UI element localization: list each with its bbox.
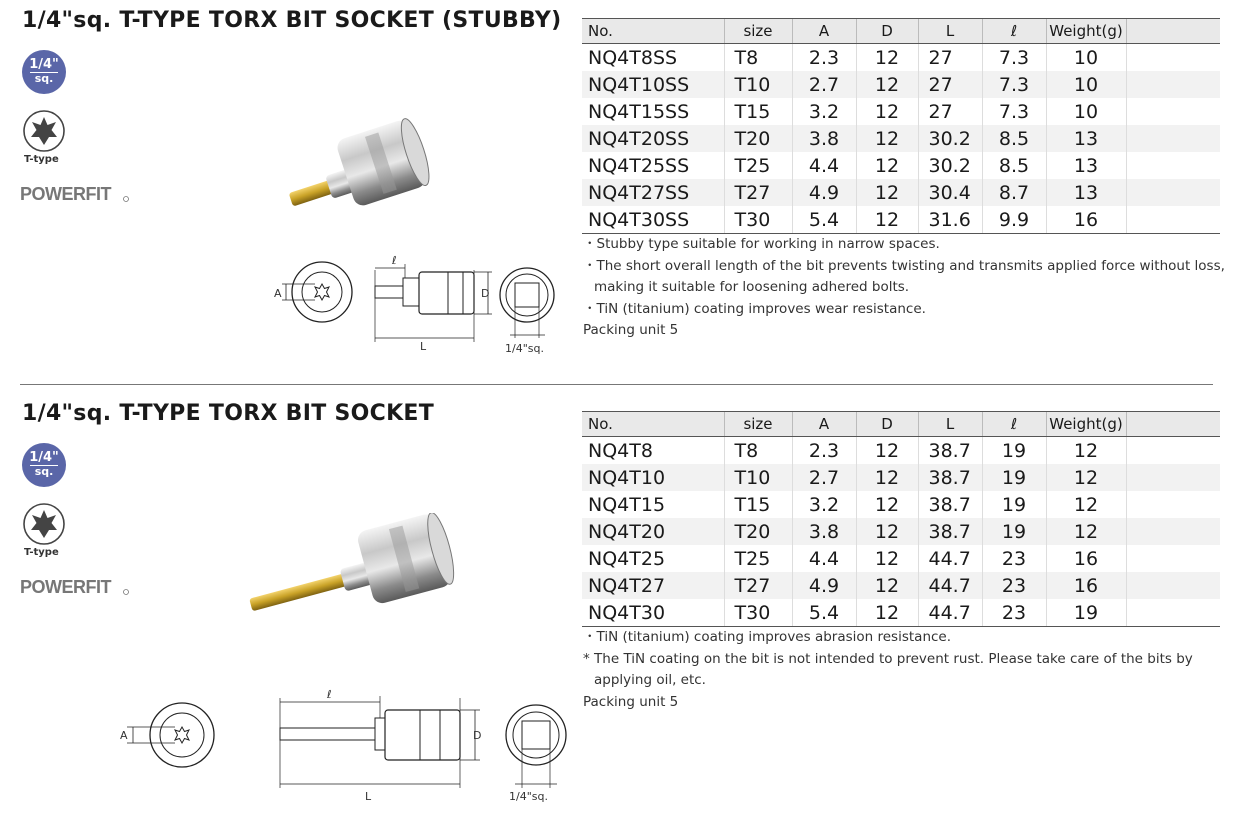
table-row: NQ4T8 T8 2.3 12 38.7 19 12 (582, 437, 1220, 465)
table-row: NQ4T10 T10 2.7 12 38.7 19 12 (582, 464, 1220, 491)
table-row: NQ4T25 T25 4.4 12 44.7 23 16 (582, 545, 1220, 572)
column-header: Weight(g) (1046, 19, 1126, 44)
column-header: A (792, 19, 856, 44)
column-header: size (724, 412, 792, 437)
table-header-row (582, 412, 1220, 437)
table-row: NQ4T20 T20 3.8 12 38.7 19 12 (582, 518, 1220, 545)
table-row: NQ4T20SS T20 3.8 12 30.2 8.5 13 (582, 125, 1220, 152)
table-row: NQ4T8SS T8 2.3 12 27 7.3 10 (582, 44, 1220, 72)
table-row: NQ4T15 T15 3.2 12 38.7 19 12 (582, 491, 1220, 518)
dimension-drawing (270, 250, 570, 360)
product-section-standard (0, 393, 1243, 813)
note-line: ・Stubby type suitable for working in narrow spaces. (583, 236, 940, 252)
powerfit-logo (20, 573, 130, 597)
column-header: Weight(g) (1046, 412, 1126, 437)
column-header: size (724, 19, 792, 44)
svg-text:A: A (120, 729, 128, 742)
type-label: T-type (24, 547, 59, 558)
note-line: ・The short overall length of the bit prevents twisting and transmits applied force without loss, (583, 257, 1225, 274)
column-header: L (918, 19, 982, 44)
column-header: D (856, 412, 918, 437)
section-title: 1/4"sq. T-TYPE TORX BIT SOCKET (22, 401, 435, 426)
svg-text:ℓ: ℓ (392, 254, 397, 267)
table-row: NQ4T15SS T15 3.2 12 27 7.3 10 (582, 98, 1220, 125)
column-header: A (792, 412, 856, 437)
dimension-drawing (115, 688, 575, 813)
column-header: No. (582, 412, 724, 437)
product-photo (270, 110, 440, 220)
svg-text:1/4"sq.: 1/4"sq. (509, 790, 548, 803)
svg-text:L: L (420, 340, 427, 353)
note-line: ・TiN (titanium) coating improves abrasion resistance. (583, 629, 952, 645)
svg-text:D: D (473, 729, 482, 742)
svg-text:1/4"sq.: 1/4"sq. (505, 342, 544, 355)
svg-text:ℓ: ℓ (327, 688, 332, 701)
table-row: NQ4T25SS T25 4.4 12 30.2 8.5 13 (582, 152, 1220, 179)
table-row: NQ4T10SS T10 2.7 12 27 7.3 10 (582, 71, 1220, 98)
column-header: No. (582, 19, 724, 44)
column-header: ℓ (982, 19, 1046, 44)
table-row: NQ4T27 T27 4.9 12 44.7 23 16 (582, 572, 1220, 599)
svg-text:POWERFIT: POWERFIT (20, 577, 111, 597)
note-line: ・TiN (titanium) coating improves wear resistance. (583, 300, 926, 317)
torx-star-icon (22, 109, 66, 153)
column-header: L (918, 412, 982, 437)
column-header: D (856, 19, 918, 44)
note-line: applying oil, etc. (594, 672, 706, 688)
svg-text:L: L (365, 790, 372, 803)
packing-unit: Packing unit 5 (583, 693, 679, 710)
table-row: NQ4T27SS T27 4.9 12 30.4 8.7 13 (582, 179, 1220, 206)
spec-table (582, 18, 1220, 234)
note-line: * The TiN coating on the bit is not intended to prevent rust. Please take care of the bits by (583, 650, 1193, 667)
column-header-empty (1126, 412, 1220, 437)
product-section-stubby (0, 0, 1243, 380)
svg-text:D: D (481, 287, 490, 300)
section-divider (20, 384, 1213, 385)
quarter-inch-badge-icon: 1/4" sq. (22, 443, 66, 487)
note-line: making it suitable for loosening adhered bolts. (594, 279, 910, 295)
product-notes (583, 234, 1225, 342)
type-label: T-type (24, 154, 59, 165)
column-header: ℓ (982, 412, 1046, 437)
torx-star-icon (22, 502, 66, 546)
svg-text:A: A (274, 287, 282, 300)
svg-text:POWERFIT: POWERFIT (20, 184, 111, 204)
packing-unit: Packing unit 5 (583, 322, 679, 338)
table-header-row (582, 19, 1220, 44)
section-title: 1/4"sq. T-TYPE TORX BIT SOCKET (STUBBY) (22, 8, 562, 33)
table-row: NQ4T30 T30 5.4 12 44.7 23 19 (582, 599, 1220, 627)
powerfit-logo (20, 180, 130, 204)
table-row: NQ4T30SS T30 5.4 12 31.6 9.9 16 (582, 206, 1220, 234)
quarter-inch-badge-icon: 1/4" sq. (22, 50, 66, 94)
spec-table (582, 411, 1220, 627)
column-header-empty (1126, 19, 1220, 44)
product-notes (583, 627, 1193, 713)
product-photo (240, 513, 470, 623)
